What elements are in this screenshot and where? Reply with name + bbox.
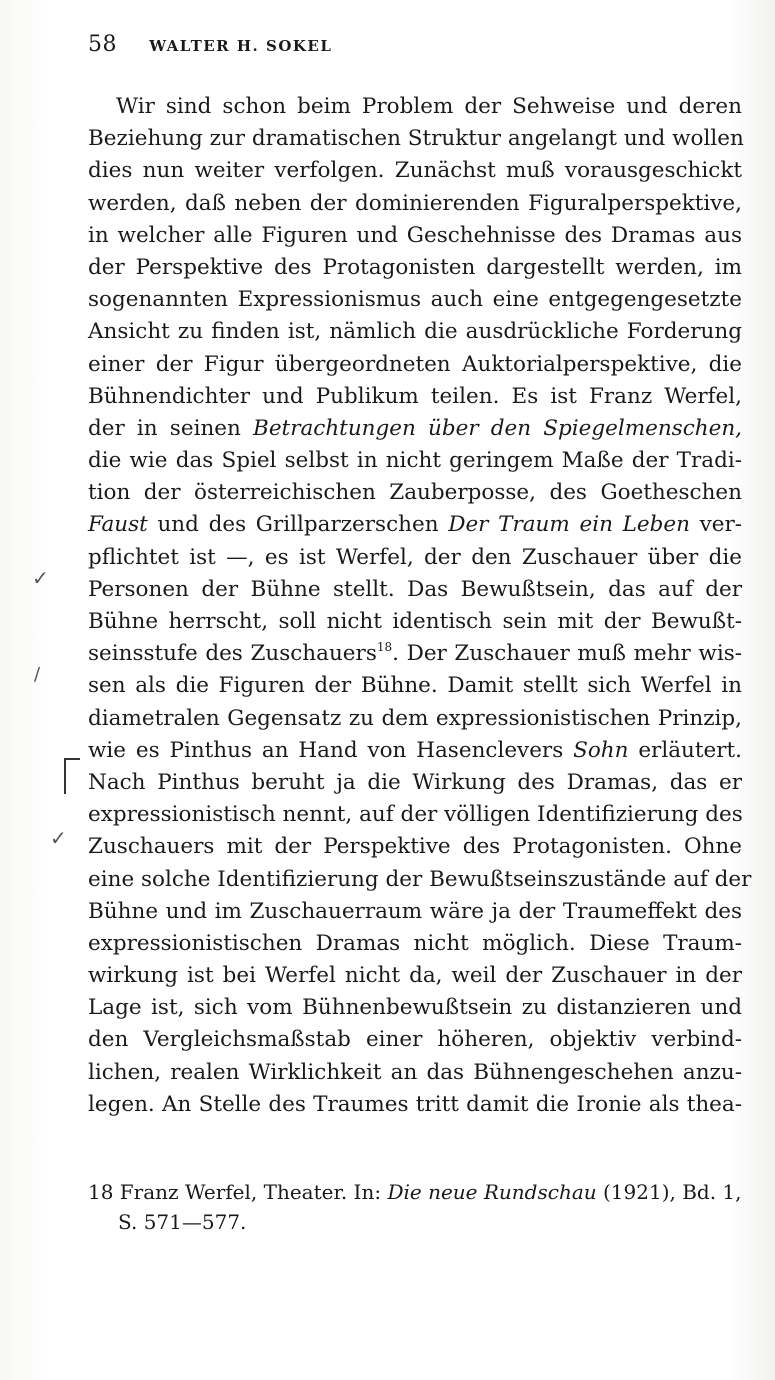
text-line: wirkung ist bei Werfel nicht da, weil der Zuschauer in der <box>88 963 742 989</box>
text-line: einer der Figur übergeordneten Auktorialperspektive, die <box>88 351 742 377</box>
footnotes <box>88 1177 742 1237</box>
text-segment: (1921), Bd. 1, <box>596 1180 742 1204</box>
text-line: die wie das Spiel selbst in nicht geringem Maße der Tradi- <box>88 448 742 474</box>
text-line: Lage ist, sich vom Bühnenbewußtsein zu distanzieren und <box>88 995 742 1021</box>
text-line: der Perspektive des Protagonisten dargestellt werden, im <box>88 254 742 280</box>
text-line <box>88 735 742 767</box>
text-line: diametralen Gegensatz zu dem expressionistischen Prinzip, <box>88 705 742 731</box>
text-line: legen. An Stelle des Traumes tritt damit die Ironie als thea- <box>88 1091 742 1117</box>
text-line: Beziehung zur dramatischen Struktur angelangt und wollen <box>88 126 744 152</box>
text-line: Nach Pinthus beruht ja die Wirkung des Dramas, das er <box>88 769 742 795</box>
text-segment: und des Grillparzerschen <box>147 512 449 538</box>
text-segment: 18 Franz Werfel, Theater. In: <box>88 1180 388 1204</box>
text-line <box>88 413 742 445</box>
italic-title: Die neue Rundschau <box>387 1180 597 1204</box>
body-text <box>88 91 752 1121</box>
text-line: lichen, realen Wirklichkeit an das Bühnengeschehen anzu- <box>88 1059 742 1085</box>
text-line: eine solche Identifizierung der Bewußtseinszustände auf der <box>88 866 752 892</box>
text-line: sogenannten Expressionismus auch eine entgegengesetzte <box>88 287 742 313</box>
text-line: Bühne und im Zuschauerraum wäre ja der Traumeffekt des <box>88 898 742 924</box>
italic-title: Betrachtungen über den Spiegelmenschen, <box>253 415 743 441</box>
italic-title: Sohn <box>573 737 629 763</box>
page-number: 58 <box>88 32 117 57</box>
footnote-line <box>88 1177 742 1207</box>
text-line: Bühne herrscht, soll nicht identisch sein mit der Bewußt- <box>88 609 742 634</box>
text-line: Ansicht zu finden ist, nämlich die ausdrückliche Forderung <box>88 319 742 345</box>
text-line: sen als die Figuren der Bühne. Damit stellt sich Werfel in <box>88 673 742 699</box>
pencil-check-mark: ✓ <box>50 826 67 850</box>
text-line: expressionistischen Dramas nicht möglich. Diese Traum- <box>88 930 742 956</box>
text-line: dies nun weiter verfolgen. Zunächst muß vorausgeschickt <box>88 158 742 184</box>
italic-title: Der Traum ein Leben <box>448 512 690 538</box>
text-segment: wie es Pinthus an Hand von Hasenclevers <box>88 737 574 763</box>
pencil-check-mark: ✓ <box>32 566 49 590</box>
author-name: WALTER H. SOKEL <box>149 37 333 55</box>
text-line: Personen der Bühne stellt. Das Bewußtsein, das auf der <box>88 576 742 602</box>
pencil-slash-mark: / <box>34 664 41 685</box>
text-segment: seinsstufe des Zuschauers <box>88 641 377 667</box>
text-line: in welcher alle Figuren und Geschehnisse des Dramas aus <box>88 222 742 248</box>
text-segment: . Der Zuschauer muß mehr wis- <box>392 641 743 667</box>
text-line <box>88 638 742 670</box>
text-line: Wir sind schon beim Problem der Sehweise und deren <box>116 94 742 119</box>
running-head <box>88 32 332 57</box>
text-line: Bühnendichter und Publikum teilen. Es ist Franz Werfel, <box>88 383 742 409</box>
text-line: expressionistisch nennt, auf der völligen Identifizierung des <box>88 802 743 828</box>
text-line: den Vergleichsmaßstab einer höheren, objektiv verbind- <box>88 1027 742 1053</box>
text-segment: ver- <box>689 512 743 538</box>
text-segment: der in seinen <box>88 415 254 441</box>
text-segment: erläutert. <box>628 737 742 763</box>
pencil-bracket-mark <box>64 758 80 794</box>
text-line: werden, daß neben der dominierenden Figuralperspektive, <box>88 190 742 216</box>
italic-title: Faust <box>88 512 148 538</box>
text-line: Zuschauers mit der Perspektive des Protagonisten. Ohne <box>88 834 742 860</box>
footnote-reference: 18 <box>376 640 393 655</box>
text-line: pflichtet ist —, es ist Werfel, der den Zuschauer über die <box>88 544 742 570</box>
text-line: tion der österreichischen Zauberposse, des Goetheschen <box>88 480 742 506</box>
footnote-line: S. 571—577. <box>118 1210 247 1234</box>
text-line <box>88 509 742 541</box>
